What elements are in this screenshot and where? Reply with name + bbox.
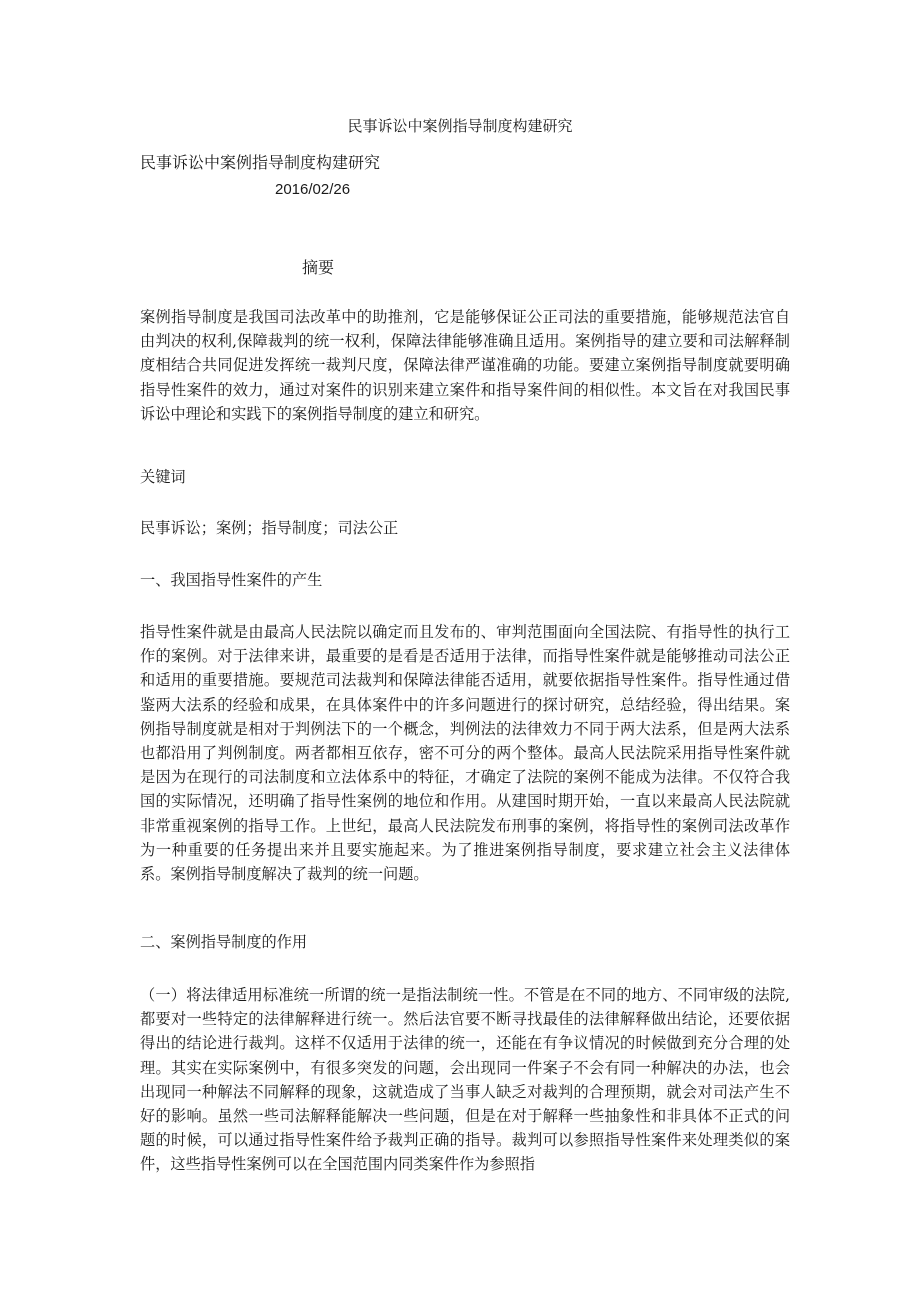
section-paragraph: （一）将法律适用标准统一所谓的统一是指法制统一性。不管是在不同的地方、不同审级的法院,都要对一些特定的法律解释进行统一。然后法官要不断寻找最佳的法律解释做出结论，还要依据得出的结论进行裁判。这样不仅适用于法律的统一，还能在有争议情况的时候做到充分合理的处理。其实在实际案例中，有很多突发的问题，会出现同一件案子不会有同一种解决的办法，也会出现同一种解法不同解释的现象，这就造成了当事人缺乏对裁判的合理预期，就会对司法产生不好的影响。虽然一些司法解释能解决一些问题，但是在对于解释一些抽象性和非具体不正式的问题的时候，可以通过指导性案件给予裁判正确的指导。裁判可以参照指导性案件来处理类似的案件，这些指导性案例可以在全国范围内同类案件作为参照指 [140,986,790,1174]
section-heading: 一、我国指导性案件的产生 [140,571,323,589]
document-title: 民事诉讼中案例指导制度构建研究 [347,117,573,135]
abstract-heading: 摘要 [302,258,335,277]
document-date: 2016/02/26 [275,181,351,198]
section-heading: 二、案例指导制度的作用 [140,933,308,951]
keywords-heading: 关键词 [140,468,186,486]
abstract-paragraph: 案例指导制度是我国司法改革中的助推剂，它是能够保证公正司法的重要措施，能够规范法官自由判决的权利,保障裁判的统一权利，保障法律能够准确且适用。案例指导的建立要和司法解释制度相结合共同促进发挥统一裁判尺度，保障法律严谨准确的功能。要建立案例指导制度就要明确指导性案件的效力，通过对案件的识别来建立案件和指导案件间的相似性。本文旨在对我国民事诉讼中理论和实践下的案例指导制度的建立和研究。 [140,308,790,423]
section-paragraph: 指导性案件就是由最高人民法院以确定而且发布的、审判范围面向全国法院、有指导性的执行工作的案例。对于法律来讲，最重要的是看是否适用于法律，而指导性案件就是能够推动司法公正和适用的重要措施。要规范司法裁判和保障法律能否适用，就要依据指导性案件。指导性通过借鉴两大法系的经验和成果，在具体案件中的许多问题进行的探讨研究，总结经验，得出结果。案例指导制度就是相对于判例法下的一个概念，判例法的法律效力不同于两大法系，但是两大法系也都沿用了判例制度。两者都相互依存，密不可分的两个整体。最高人民法院采用指导性案件就是因为在现行的司法制度和立法体系中的特征，才确定了法院的案例不能成为法律。不仅符合我国的实际情况，还明确了指导性案例的地位和作用。从建国时期开始，一直以来最高人民法院就非常重视案例的指导工作。上世纪，最高人民法院发布刑事的案例，将指导性的案例司法改革作为一种重要的任务提出来并且要实施起来。为了推进案例指导制度，要求建立社会主义法律体系。案例指导制度解决了裁判的统一问题。 [140,623,790,884]
document-subtitle: 民事诉讼中案例指导制度构建研究 [140,153,381,172]
keywords-list: 民事诉讼；案例；指导制度；司法公正 [140,519,399,537]
